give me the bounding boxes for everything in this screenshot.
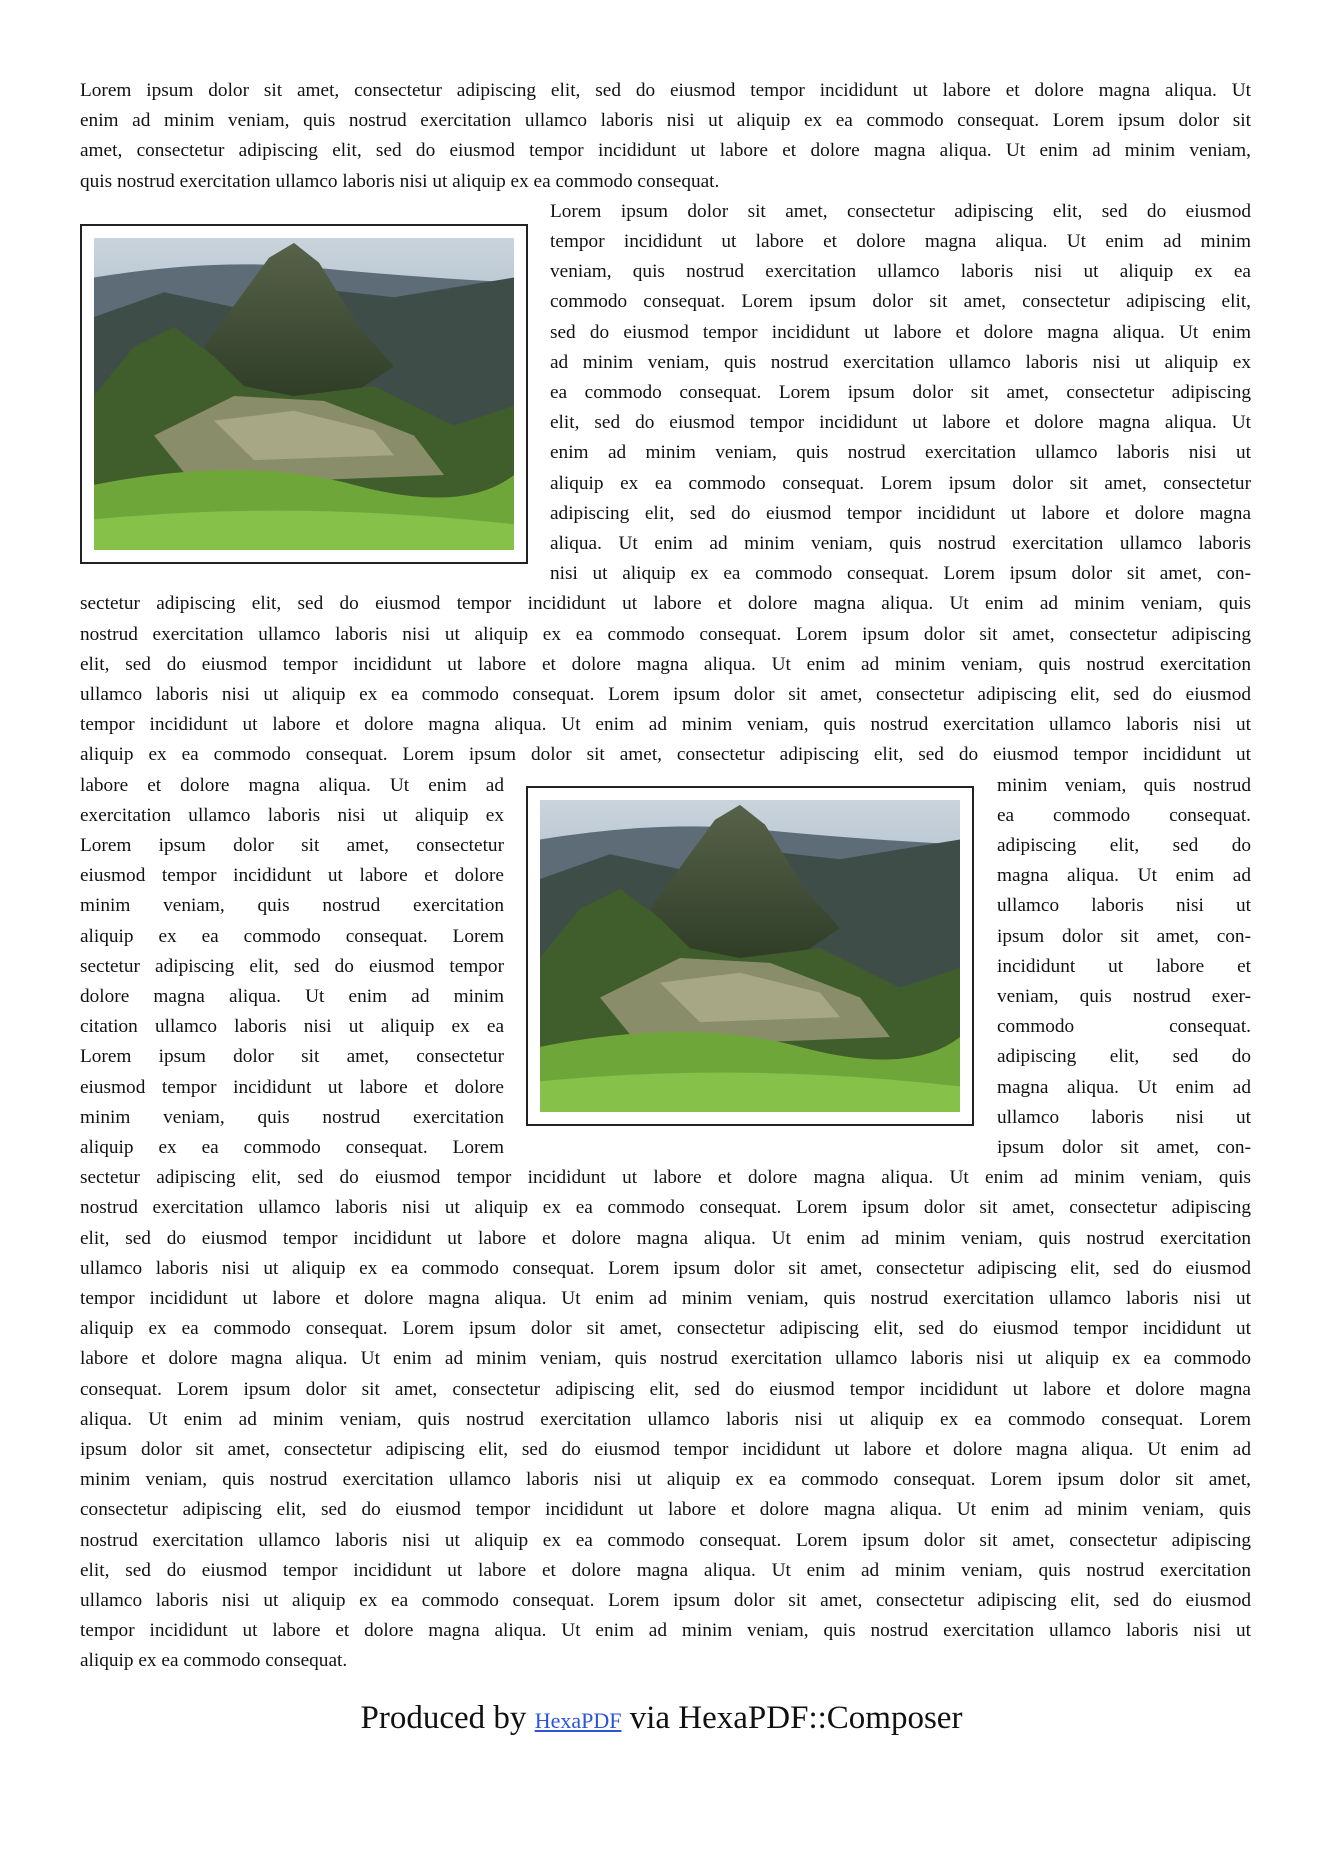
hexapdf-link[interactable]: HexaPDF [534, 1708, 622, 1733]
text-line: sectetur adipiscing elit, sed do eiusmod tempor incididunt ut labore et dolore magna aliqua. Ut enim ad minim veniam, quis [80, 1167, 1251, 1189]
text-line: nisi ut aliquip ex ea commodo consequat. Lorem ipsum dolor sit amet, con- [550, 563, 1251, 585]
text-line: minim veniam, quis nostrud exercitation ullamco laboris nisi ut aliquip ex ea commodo consequat. Lorem ipsum dolor sit amet, [80, 1469, 1251, 1491]
text-line: ea commodo consequat. Lorem ipsum dolor sit amet, consectetur adipiscing [550, 382, 1251, 403]
footer-suffix: via HexaPDF::Composer [629, 1700, 963, 1736]
text-line: elit, sed do eiusmod tempor incididunt ut labore et dolore magna aliqua. Ut enim ad minim veniam, quis nostrud exercitation [80, 1227, 1251, 1249]
text-line: ipsum dolor sit amet, con- [997, 925, 1251, 947]
text-line: aliquip ex ea commodo consequat. Lorem ipsum dolor sit amet, consectetur adipiscing elit, sed do eiusmod tempor incididunt ut [80, 1318, 1251, 1340]
text-line: nostrud exercitation ullamco laboris nisi ut aliquip ex ea commodo consequat. Lorem ipsum dolor sit amet, consectetur adipiscing [80, 623, 1251, 645]
text-line: ad minim veniam, quis nostrud exercitation ullamco laboris nisi ut aliquip ex [550, 351, 1251, 373]
text-line: eiusmod tempor incididunt ut labore et dolore [80, 1076, 504, 1098]
text-line: ullamco laboris nisi ut aliquip ex ea commodo consequat. Lorem ipsum dolor sit amet, consectetur adipiscing elit, sed do eiusmod [80, 1257, 1251, 1279]
text-line: tempor incididunt ut labore et dolore magna aliqua. Ut enim ad minim veniam, quis nostrud exercitation ullamco laboris nisi ut [80, 1288, 1251, 1309]
text-line: adipiscing elit, sed do eiusmod tempor incididunt ut labore et dolore magna [550, 502, 1251, 524]
text-line: minim veniam, quis nostrud [997, 774, 1251, 796]
text-line: elit, sed do eiusmod tempor incididunt ut labore et dolore magna aliqua. Ut enim ad minim veniam, quis nostrud exercitation [80, 1559, 1251, 1581]
text-line: Lorem ipsum dolor sit amet, consectetur adipiscing elit, sed do eiusmod [550, 200, 1251, 222]
text-line: aliquip ex ea commodo consequat. Lorem ipsum dolor sit amet, consectetur [550, 472, 1251, 494]
text-line: sed do eiusmod tempor incididunt ut labore et dolore magna aliqua. Ut enim [550, 321, 1251, 343]
text-line: minim veniam, quis nostrud exercitation [80, 895, 504, 917]
footer [0, 1700, 1323, 1737]
text-line: tempor incididunt ut labore et dolore magna aliqua. Ut enim ad minim veniam, quis nostrud exercitation ullamco laboris nisi ut [80, 1620, 1251, 1642]
text-line: magna aliqua. Ut enim ad [997, 1076, 1251, 1098]
text-line: aliquip ex ea commodo consequat. [80, 1650, 348, 1672]
text-line: tempor incididunt ut labore et dolore magna aliqua. Ut enim ad minim veniam, quis nostrud exercitation ullamco laboris nisi ut [80, 714, 1251, 736]
text-line: incididunt ut labore et [997, 955, 1251, 977]
text-line: dolore magna aliqua. Ut enim ad minim [80, 986, 504, 1007]
text-line: aliquip ex ea commodo consequat. Lorem [80, 925, 504, 947]
text-line: exercitation ullamco laboris nisi ut aliquip ex [80, 804, 504, 826]
text-line: veniam, quis nostrud exercitation ullamco laboris nisi ut aliquip ex ea [550, 261, 1251, 283]
text-line: tempor incididunt ut labore et dolore magna aliqua. Ut enim ad minim [550, 231, 1251, 252]
text-line: ipsum dolor sit amet, con- [997, 1137, 1251, 1158]
text-line: consectetur adipiscing elit, sed do eiusmod tempor incididunt ut labore et dolore magna aliqua. Ut enim ad minim veniam, quis [80, 1499, 1251, 1521]
text-line: labore et dolore magna aliqua. Ut enim ad minim veniam, quis nostrud exercitation ullamco laboris nisi ut aliquip ex ea commodo [80, 1348, 1251, 1370]
text-line: ipsum dolor sit amet, consectetur adipiscing elit, sed do eiusmod tempor incididunt ut labore et dolore magna aliqua. Ut enim ad [80, 1439, 1251, 1460]
text-line: nostrud exercitation ullamco laboris nisi ut aliquip ex ea commodo consequat. Lorem ipsum dolor sit amet, consectetur adipiscing [80, 1529, 1251, 1551]
text-line: enim ad minim veniam, quis nostrud exercitation ullamco laboris nisi ut aliquip ex ea commodo consequat. Lorem ipsum dolor sit [80, 110, 1251, 132]
text-line: enim ad minim veniam, quis nostrud exercitation ullamco laboris nisi ut [550, 442, 1251, 464]
text-line: adipiscing elit, sed do [997, 1046, 1251, 1068]
text-line: labore et dolore magna aliqua. Ut enim ad [80, 774, 504, 796]
mountain-photo-2 [540, 800, 960, 1112]
text-line: elit, sed do eiusmod tempor incididunt ut labore et dolore magna aliqua. Ut [550, 412, 1251, 434]
text-line: commodo consequat. [997, 1016, 1251, 1038]
text-line: aliqua. Ut enim ad minim veniam, quis nostrud exercitation ullamco laboris [550, 533, 1251, 554]
text-line: aliquip ex ea commodo consequat. Lorem [80, 1137, 504, 1158]
text-line: amet, consectetur adipiscing elit, sed do eiusmod tempor incididunt ut labore et dolore magna aliqua. Ut enim ad minim veniam, [80, 140, 1251, 162]
text-line: minim veniam, quis nostrud exercitation [80, 1106, 504, 1128]
text-line: citation ullamco laboris nisi ut aliquip ex ea [80, 1016, 504, 1038]
machu-picchu-image [540, 800, 960, 1112]
text-line: quis nostrud exercitation ullamco laboris nisi ut aliquip ex ea commodo consequat. [80, 170, 720, 192]
text-line: Lorem ipsum dolor sit amet, consectetur [80, 835, 504, 856]
figure-2 [526, 786, 974, 1126]
text-line: sectetur adipiscing elit, sed do eiusmod tempor [80, 955, 504, 977]
text-line: ullamco laboris nisi ut [997, 1106, 1251, 1128]
text-line: ullamco laboris nisi ut aliquip ex ea commodo consequat. Lorem ipsum dolor sit amet, consectetur adipiscing elit, sed do eiusmod [80, 684, 1251, 705]
text-line: sectetur adipiscing elit, sed do eiusmod tempor incididunt ut labore et dolore magna aliqua. Ut enim ad minim veniam, quis [80, 593, 1251, 615]
text-line: aliquip ex ea commodo consequat. Lorem ipsum dolor sit amet, consectetur adipiscing elit, sed do eiusmod tempor incididunt ut [80, 744, 1251, 766]
figure-1 [80, 224, 528, 564]
footer-prefix: Produced by [360, 1700, 527, 1736]
text-line: elit, sed do eiusmod tempor incididunt ut labore et dolore magna aliqua. Ut enim ad minim veniam, quis nostrud exercitation [80, 653, 1251, 675]
machu-picchu-image [94, 238, 514, 550]
text-line: consequat. Lorem ipsum dolor sit amet, consectetur adipiscing elit, sed do eiusmod tempor incididunt ut labore et dolore magna [80, 1378, 1251, 1400]
text-line: eiusmod tempor incididunt ut labore et dolore [80, 865, 504, 887]
text-line: Lorem ipsum dolor sit amet, consectetur [80, 1046, 504, 1068]
text-line: ea commodo consequat. [997, 804, 1251, 826]
text-line: nostrud exercitation ullamco laboris nisi ut aliquip ex ea commodo consequat. Lorem ipsum dolor sit amet, consectetur adipiscing [80, 1197, 1251, 1219]
mountain-photo-1 [94, 238, 514, 550]
text-line: ullamco laboris nisi ut aliquip ex ea commodo consequat. Lorem ipsum dolor sit amet, consectetur adipiscing elit, sed do eiusmod [80, 1590, 1251, 1611]
text-line: commodo consequat. Lorem ipsum dolor sit amet, consectetur adipiscing elit, [550, 291, 1251, 313]
text-line: ullamco laboris nisi ut [997, 895, 1251, 917]
text-line: magna aliqua. Ut enim ad [997, 865, 1251, 887]
text-line: adipiscing elit, sed do [997, 835, 1251, 856]
text-line: Lorem ipsum dolor sit amet, consectetur adipiscing elit, sed do eiusmod tempor incididunt ut labore et dolore magna aliqua. Ut [80, 80, 1251, 101]
text-line: aliqua. Ut enim ad minim veniam, quis nostrud exercitation ullamco laboris nisi ut aliquip ex ea commodo consequat. Lorem [80, 1408, 1251, 1430]
text-line: veniam, quis nostrud exer- [997, 986, 1251, 1007]
